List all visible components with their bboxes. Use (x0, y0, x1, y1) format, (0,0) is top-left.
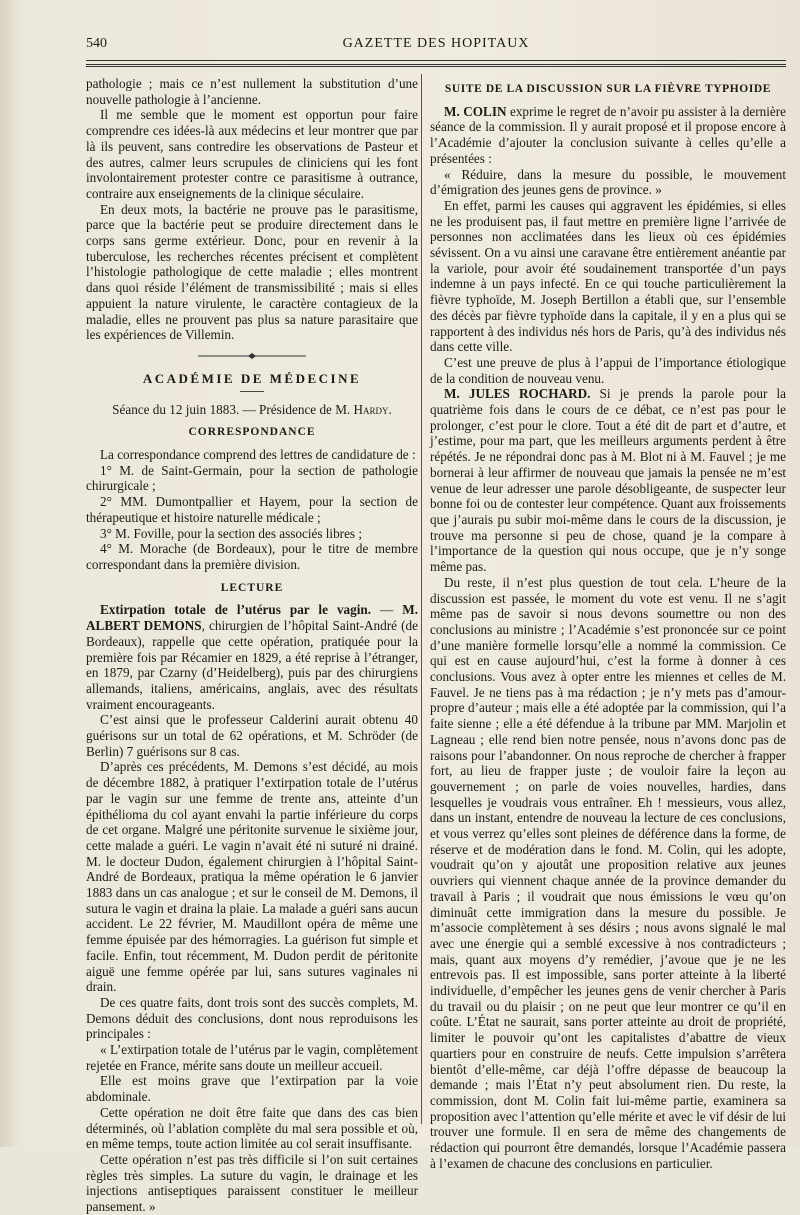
journal-title: GAZETTE DES HOPITAUX (342, 36, 530, 51)
paragraph-colin (430, 104, 786, 167)
paragraph: Du reste, il n’est plus question de tout cela. L’heure de la discussion est passée, le moment du vote est venu. Il ne s’agit même pas de savoir si nous devons soumettre ou non des conclusions au ministre ; l’Académie s’est prononcée sur ce point d’une manière formelle lorsqu’elle a nommé la commission. Ce qui est en cause aujourd’hui, c’est la forme à donner à ces conclusions. Vous avez à opter entre les miennes et celles de M. Fauvel. Je ne tiens pas à ma rédaction ; je n’y mets pas d’amour-propre d’auteur ; mais elle a été adoptée par la commission, qui l’a faite sienne ; elle a été défendue à la tribune par MM. Marjolin et Lagneau ; elle rend bien notre pensée, nous n’avons donc pas de raisons pour l’abandonner. On nous reproche de chercher à frapper fort, au lieu de frapper juste ; de vouloir faire la leçon au gouvernement ; on parle de voies nouvelles, hardies, dans lesquelles je voudrais vous entraîner. Eh ! messieurs, vous allez, dans un instant, entendre de nouveau la lecture de ces conclusions, et vous verrez qu’elles sont pleines de déférence dans la forme, de réserve et de modération dans le fond. M. Colin, qui les adopte, voudrait qu’on y ajoutât une proposition relative aux jeunes ouvriers qui viennent chaque année de la province demander du travail à Paris ; il voudrait que nous émissions le vœu qu’on diminuât cette immigration dans la mesure du possible. Je m’associe complètement à ses désirs ; nous avons signalé le mal avec une énergie qui a semblé excessive à nos contradicteurs ; mais, quant aux moyens d’y remédier, j’avoue que je ne les entrevois pas. Il est impossible, sans porter atteinte à la liberté individuelle, d’empêcher les jeunes gens de venir chercher à Paris du travail ou du plaisir ; on ne peut que leur montrer ce qu’il en coûte. L’État ne saurait, sans porter atteinte au droit de propriété, limiter le pouvoir qu’ont les capitalistes d’abattre de vieux quartiers pour en construire de neufs. Cette impulsion s’arrêtera bientôt d’elle-même, car déjà l’offre dépasse de beaucoup la demande ; mais l’État n’y peut absolument rien. Du reste, la commission, dont M. Colin fait lui-même partie, examinera sa proposition avec l’attention qu’elle mérite et avec le vif désir de lui trouver une formule. Il en sera de même des changements de rédaction qui pourront être demandés, lorsque l’Académie passera à l’examen de chacune des conclusions en particulier. (430, 574, 786, 1171)
session-prefix: Séance du 12 juin 1883. — Présidence de M. (112, 401, 354, 417)
speaker-colin: M. COLIN (444, 103, 507, 119)
header-double-rule (86, 64, 786, 67)
paragraph: Il me semble que le moment est opportun pour faire comprendre ces idées-là aux médecins et leur montrer que par là ils peuvent, sans contredire les observations de Pasteur et des autres, calmer leurs scrupules de cliniciens qui les font involontairement protester contre ce parasitisme à outrance, contraire aux enseignements de la clinique séculaire. (86, 107, 418, 201)
page-header (86, 36, 786, 54)
paragraph: Elle est moins grave que l’extirpation par la voie abdominale. (86, 1073, 418, 1105)
paragraph: En effet, parmi les causes qui aggravent les épidémies, si elles ne les produisent pas, il faut mettre en première ligne l’arrivée de personnes non acclimatées dans les lieux où ces épidémies sévissent. On a vu ainsi une caravane être entièrement anéantie par la variole, pour avoir été soudainement transportée d’un pays indemne à un pays infecté. En ce qui touche particulièrement la fièvre typhoïde, M. Joseph Bertillon a établi que, sur l’ensemble des décès par fièvre typhoïde dans la capitale, il y en a plus qui se rapportent à des individus nés hors de Paris, qu’à des individus nés dans cette ville. (430, 197, 786, 355)
ornament-divider (192, 351, 312, 361)
paragraph: C’est une preuve de plus à l’appui de l’importance étiologique de la condition de nouveau venu. (430, 354, 786, 386)
session-president: Hardy (353, 401, 389, 417)
paragraph: « L’extirpation totale de l’utérus par le vagin, complètement rejetée en France, mérite sans doute un meilleur accueil. (86, 1042, 418, 1073)
paragraph: « Réduire, dans la mesure du possible, le mouvement d’émigration des jeunes gens de province. » (430, 166, 786, 198)
left-column (86, 76, 418, 1215)
paragraph: Cette opération ne doit être faite que dans des cas bien déterminés, où l’ablation complète du mal sera possible et où, en même temps, toute action limitée au col serait insuffisante. (86, 1104, 418, 1152)
paragraph-lecture (86, 602, 418, 712)
list-item: 4° M. Morache (de Bordeaux), pour le titre de membre correspondant dans la première division. (86, 541, 418, 572)
header-rule (86, 60, 786, 61)
page-number: 540 (86, 36, 107, 51)
dash: — (371, 602, 403, 618)
session-suffix: . (388, 401, 392, 417)
short-rule (240, 391, 264, 392)
paragraph: De ces quatre faits, dont trois sont des succès complets, M. Demons déduit des conclusions, dont nous reproduisons les principales : (86, 994, 418, 1042)
paragraph: D’après ces précédents, M. Demons s’est décidé, au mois de décembre 1882, à pratiquer l’extirpation totale de l’utérus par le vagin sur une femme de trente ans, atteinte d’un épithélioma du col ayant envahi la partie inférieure du corps de cet organe. Malgré une péritonite survenue le sixième jour, cette malade a guéri. Le vagin n’avait été ni suturé ni drainé. M. le docteur Dudon, également chirurgien à l’hôpital Saint-André de Bordeaux, pratiqua la même opération le 6 janvier 1883 dans un cas analogue ; et sur le conseil de M. Demons, il sutura le vagin et draina la plaie. La malade a guéri sans aucun accident. Le 22 février, M. Maudillont opéra de même une femme épuisée par des hémorragies. La guérison fut simple et facile. Enfin, tout récemment, M. Dudon perdit de péritonite aiguë une femme opérée par lui, sans sutures vaginales ni drain. (86, 759, 418, 995)
subsection-lecture: LECTURE (220, 581, 284, 594)
list-item: 1° M. de Saint-Germain, pour la section de pathologie chirurgicale ; (86, 462, 418, 494)
lecture-body: , chirurgien de l’hôpital Saint-André (de Bordeaux), rappelle que cette opération, pratiquée pour la première fois par Récamier en 1829, a été reprise à l’étranger, en 1879, par Czarny (d’Heidelberg), puis par des chirurgiens allemands, italiens, américains, anglais, avec des résultats vraiment encourageants. (86, 618, 418, 712)
section-title-fievre-typhoide: SUITE DE LA DISCUSSION SUR LA FIÈVRE TYPHOIDE (444, 83, 772, 95)
rochard-text: Si je prends la parole pour la quatrième fois dans le cours de ce débat, ce n’est pas pour le prolonger, c’est pour le clore. Tout a été dit de part et d’autre, et j’estime, pour ma part, que les meilleurs arguments perdent à être répétés. Je ne répondrai donc pas à M. Blot ni à M. Fauvel ; je me bornerai à leur affirmer de nouveau que jamais la pensée ne m’est venue de leur adresser une parole désobligeante, de suspecter leur bonne foi ou de contester leur compétence. Quant aux froissements que j’aurais pu subir moi-même dans le cours de la discussion, je trouve ma personne si peu de chose, quand je la compare à l’importance de la question qui nous occupe, que je n’y songe même pas. (430, 386, 786, 575)
session-line (86, 402, 418, 418)
section-title-academie: ACADÉMIE DE MÉDECINE (142, 370, 362, 386)
paragraph-rochard (430, 386, 786, 574)
lecture-author: M. ALBERT DEMONS (86, 602, 419, 634)
paragraph: Cette opération n’est pas très difficile si l’on suit certaines règles très simples. La suture du vagin, le drainage et les injections antiseptiques paraissent constituer le meilleur pansement. » (86, 1152, 418, 1215)
right-column (430, 76, 786, 1172)
paragraph: pathologie ; mais ce n’est nullement la substitution d’une nouvelle pathologie à l’ancienne. (86, 76, 418, 107)
paragraph: C’est ainsi que le professeur Calderini aurait obtenu 40 guérisons sur un total de 62 opérations, et M. Schröder (de Berlin) 7 guérisons sur 8 cas. (86, 712, 418, 759)
column-divider (421, 74, 422, 1124)
list-item: 2° MM. Dumontpallier et Hayem, pour la section de thérapeutique et histoire naturelle médicale ; (86, 494, 418, 525)
subsection-correspondance: CORRESPONDANCE (188, 426, 316, 439)
speaker-rochard: M. JULES ROCHARD. (444, 386, 591, 402)
paragraph: En deux mots, la bactérie ne prouve pas le parasitisme, parce que la bactérie peut se produire directement dans le corps sans germe extérieur. Donc, pour en revenir à la tuberculose, les recherches récentes précisent et complètent l’histologie pathologique de cette maladie ; elles montrent dans quoi réside l’élément de transmissibilité ; mais si elles appuient la nature virulente, le caractère contagieux de la maladie, elles ne prouvent pas plus sa nature parasitaire que les expériences de Villemin. (86, 201, 418, 343)
colin-text: exprime le regret de n’avoir pu assister à la dernière séance de la commission. Il y aurait proposé et il propose encore à l’Académie d’ajouter la conclusion suivante à celles qu’elle a présentées : (430, 103, 787, 166)
lecture-heading: Extirpation totale de l’utérus par le vagin. (100, 602, 372, 618)
list-item: 3° M. Foville, pour la section des associés libres ; (100, 525, 363, 541)
paragraph: La correspondance comprend des lettres de candidature de : (100, 447, 416, 463)
